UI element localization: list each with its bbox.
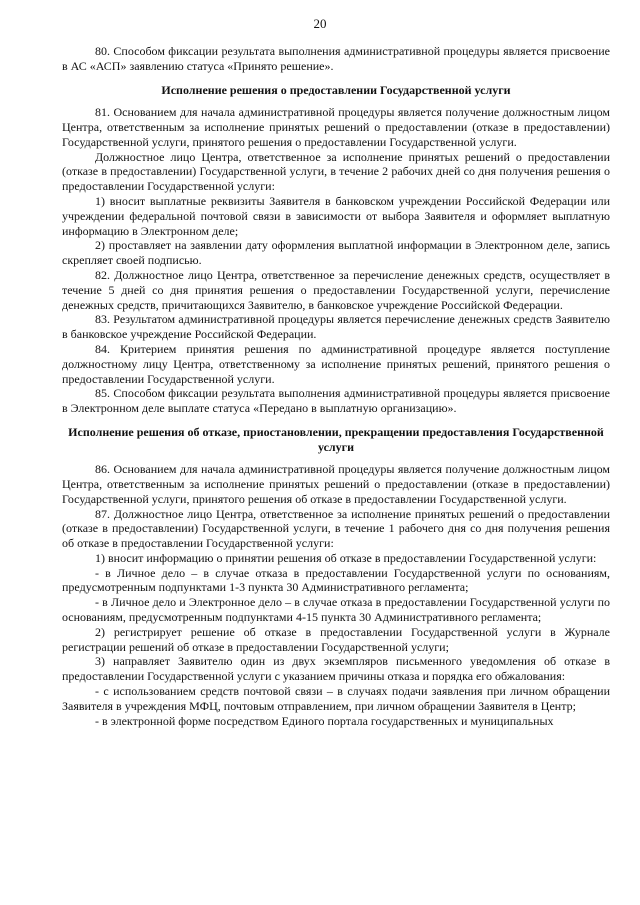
paragraph: 81. Основанием для начала административной процедуры является получение должностным лицом Центра, ответственным за исполнение принятых решений о предоставлении (отказе в предоставлении) Государственной услуги, принятого решения о предоставлении Государственной услуги. xyxy=(62,105,610,149)
paragraph: 2) регистрирует решение об отказе в предоставлении Государственной услуги в Журнале регистрации решений об отказе в предоставлении Государственной услуги; xyxy=(62,624,610,654)
section-heading: Исполнение решения о предоставлении Государственной услуги xyxy=(161,82,511,97)
paragraph: - в Личное дело и Электронное дело – в случае отказа в предоставлении Государственной услуги по основаниям, предусмотренным подпунктами 4-15 пункта 30 Административного регламента; xyxy=(62,595,610,625)
paragraph: 83. Результатом административной процедуры является перечисление денежных средств Заявителю в банковское учреждение Российской Федерации. xyxy=(62,312,610,342)
paragraph: 84. Критерием принятия решения по административной процедуре является поступление должностному лицу Центра, ответственному за исполнение принятых решений, принятого решения о предоставлении Государственной услуги. xyxy=(62,341,610,386)
paragraph: - в Личное дело – в случае отказа в предоставлении Государственной услуги по основаниям, предусмотренным подпунктами 1-3 пункта 30 Административного регламента; xyxy=(62,565,610,595)
paragraph: 2) проставляет на заявлении дату оформления выплатной информации в Электронном деле, запись скрепляет своей подписью. xyxy=(62,238,610,268)
paragraph: - с использованием средств почтовой связи – в случаях подачи заявления при личном обращении Заявителя в учреждения МФЦ, почтовым отправлением, при личном обращении Заявителя в Центр; xyxy=(62,684,610,713)
paragraph: 82. Должностное лицо Центра, ответственное за перечисление денежных средств, осуществляет в течение 5 дней со дня принятия решения о предоставлении Государственной услуги, перечисление денежных средств, причитающихся Заявителю, в банковское учреждение Российской Федерации. xyxy=(62,267,610,312)
paragraph: 86. Основанием для начала административной процедуры является получение должностным лицом Центра, ответственным за исполнение принятых решений о предоставлении (отказе в предоставлении) Государственной услуги, принятого решения об отказе в предоставлении Государственной услуги. xyxy=(62,462,610,506)
paragraph: 1) вносит выплатные реквизиты Заявителя в банковском учреждении Российской Федерации или учреждении федеральной почтовой связи в зависимости от выбора Заявителя и оформляет выплатную информацию в Электронном деле; xyxy=(62,193,610,238)
paragraph: 3) направляет Заявителю один из двух экземпляров письменного уведомления об отказе в предоставлении Государственной услуги с указанием причины отказа и порядка его обжалования: xyxy=(62,654,610,684)
document-body xyxy=(62,44,610,728)
page-number: 20 xyxy=(313,16,327,31)
paragraph: - в электронной форме посредством Единого портала государственных и муниципальных xyxy=(95,713,554,728)
paragraph: Должностное лицо Центра, ответственное за исполнение принятых решений о предоставлении (отказе в предоставлении) Государственной услуги, в течение 2 рабочих дней со дня получения решения о предоставлении Государственной услуги: xyxy=(62,149,610,194)
paragraph: 85. Способом фиксации результата выполнения административной процедуры является присвоение в Электронном деле выплате статуса «Передано в выплатную организацию». xyxy=(62,386,610,416)
paragraph: 1) вносит информацию о принятии решения об отказе в предоставлении Государственной услуги: xyxy=(95,550,597,565)
paragraph: 80. Способом фиксации результата выполнения административной процедуры является присвоение в АС «АСП» заявлению статуса «Принято решение». xyxy=(62,44,610,73)
paragraph: 87. Должностное лицо Центра, ответственное за исполнение принятых решений о предоставлении (отказе в предоставлении) Государственной услуги, в течение 1 рабочего дня со дня получения решения об отказе в предоставлении Государственной услуги: xyxy=(62,506,610,551)
section-heading: Исполнение решения об отказе, приостановлении, прекращении предоставления Государственной услуги xyxy=(68,424,604,454)
